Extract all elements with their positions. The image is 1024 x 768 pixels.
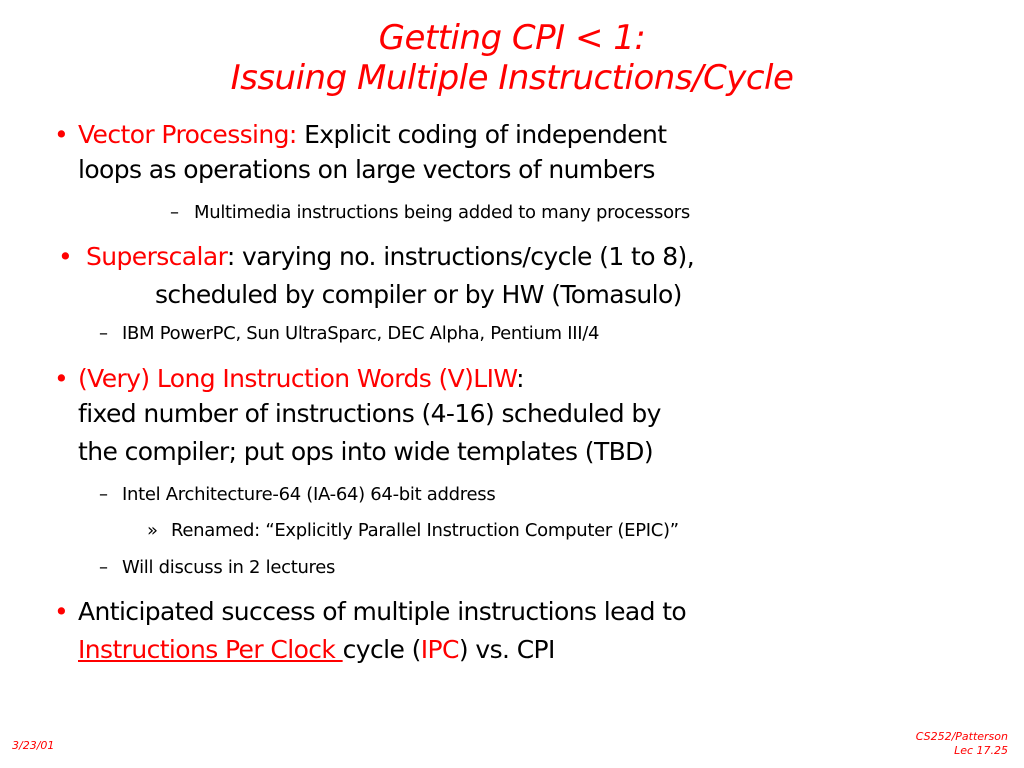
raquo-icon: » bbox=[147, 520, 158, 541]
vliw-subsub-1: Renamed: “Explicitly Parallel Instruction Computer (EPIC)” bbox=[171, 520, 679, 541]
superscalar-label: Superscalar bbox=[86, 242, 227, 271]
bullet-icon: • bbox=[54, 364, 69, 393]
anticipated-line-2 bbox=[78, 633, 555, 667]
vector-processing-label: Vector Processing: bbox=[78, 120, 297, 149]
bullet-icon: • bbox=[54, 120, 69, 149]
dash-icon: – bbox=[99, 323, 108, 344]
vector-processing-line-1 bbox=[78, 118, 666, 152]
dash-icon: – bbox=[99, 557, 108, 578]
footer-lecture: Lec 17.25 bbox=[954, 744, 1008, 757]
footer-course-name: CS252/Patterson bbox=[915, 730, 1008, 743]
title-line-2: Issuing Multiple Instructions/Cycle bbox=[230, 58, 794, 98]
superscalar-text-1: : varying no. instructions/cycle (1 to 8), bbox=[226, 242, 695, 271]
vliw-line-2: fixed number of instructions (4-16) scheduled by bbox=[78, 399, 661, 428]
dash-icon: – bbox=[99, 484, 108, 505]
ipc-label: IPC bbox=[420, 635, 459, 664]
bullet-icon: • bbox=[54, 597, 69, 626]
vliw-line-1 bbox=[78, 362, 524, 396]
anticipated-line-1: Anticipated success of multiple instructions lead to bbox=[78, 597, 687, 626]
vliw-colon: : bbox=[516, 364, 524, 393]
superscalar-line-1 bbox=[86, 240, 694, 274]
anticipated-text-3: ) vs. CPI bbox=[458, 635, 555, 664]
superscalar-line-2: scheduled by compiler or by HW (Tomasulo) bbox=[155, 280, 682, 309]
vliw-sub-1: Intel Architecture-64 (IA-64) 64-bit address bbox=[122, 484, 496, 505]
footer-date: 3/23/01 bbox=[12, 739, 55, 752]
vector-processing-line-2: loops as operations on large vectors of numbers bbox=[78, 155, 655, 184]
dash-icon: – bbox=[170, 202, 179, 223]
ipc-long-label: Instructions Per Clock bbox=[78, 635, 343, 664]
slide-title bbox=[0, 18, 1024, 98]
vector-processing-sub-1: Multimedia instructions being added to many processors bbox=[194, 202, 690, 223]
superscalar-sub-1: IBM PowerPC, Sun UltraSparc, DEC Alpha, Pentium III/4 bbox=[122, 323, 600, 344]
vector-processing-text-1: Explicit coding of independent bbox=[296, 120, 667, 149]
title-line-1: Getting CPI < 1: bbox=[378, 18, 646, 58]
vliw-sub-2: Will discuss in 2 lectures bbox=[122, 557, 336, 578]
anticipated-text-2: cycle ( bbox=[342, 635, 421, 664]
vliw-label: (Very) Long Instruction Words (V)LIW bbox=[78, 364, 517, 393]
bullet-icon: • bbox=[58, 242, 73, 271]
footer-course bbox=[916, 730, 1008, 758]
vliw-line-3: the compiler; put ops into wide templates (TBD) bbox=[78, 437, 653, 466]
